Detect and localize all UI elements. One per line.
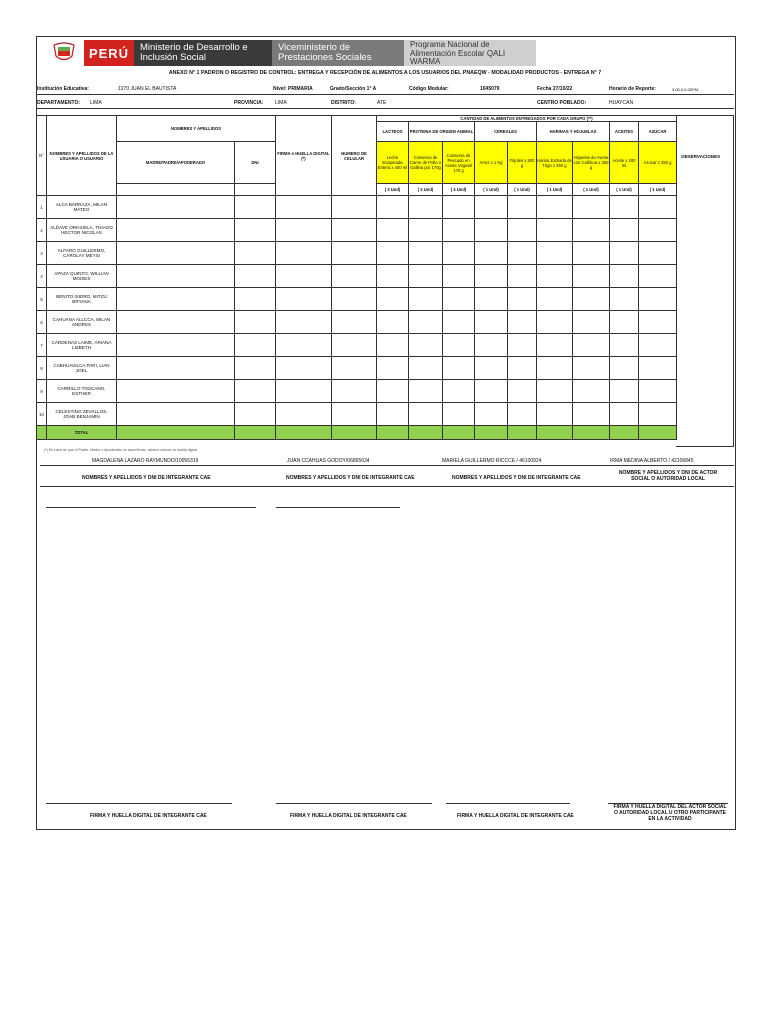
entry-cell[interactable] (573, 219, 610, 242)
entry-cell[interactable] (508, 403, 537, 426)
entry-cell[interactable] (443, 219, 475, 242)
grade-label: Grado/Sección 1° A (330, 86, 377, 92)
entry-cell[interactable] (610, 242, 639, 265)
row-number: 3 (37, 242, 47, 265)
entry-cell[interactable] (409, 380, 443, 403)
unit-cell: ( 1 Und) (508, 184, 537, 196)
entry-cell[interactable] (443, 196, 475, 219)
entry-cell[interactable] (332, 265, 377, 288)
product-cell: Harina Extruida de Trigo x 250 g (537, 142, 573, 184)
entry-cell[interactable] (508, 242, 537, 265)
entry-cell[interactable] (409, 357, 443, 380)
unit-cell: ( 4 Und) (443, 184, 475, 196)
entry-cell[interactable] (409, 403, 443, 426)
entry-cell[interactable] (332, 311, 377, 334)
peru-badge: PERÚ (84, 40, 134, 66)
entry-cell[interactable] (508, 334, 537, 357)
entry-cell[interactable] (443, 242, 475, 265)
row-number: 7 (37, 334, 47, 357)
entry-cell[interactable] (276, 265, 332, 288)
date-label: Fecha 27/10/22 (537, 86, 573, 92)
entry-cell[interactable] (235, 288, 276, 311)
schedule-value: 3.00 A 5.00PM (672, 87, 699, 92)
viceministry-name: Viceministerio de Prestaciones Sociales (272, 40, 404, 66)
total-label: TOTAL (47, 426, 117, 440)
entry-cell[interactable] (573, 357, 610, 380)
student-name: ALFARO GUILLERMO, CAROLAY MEYSI (47, 242, 117, 265)
entry-cell[interactable] (610, 357, 639, 380)
entry-cell[interactable] (443, 334, 475, 357)
entry-cell[interactable] (610, 311, 639, 334)
entry-cell[interactable] (443, 380, 475, 403)
entry-cell[interactable] (639, 334, 677, 357)
row-number: 2 (37, 219, 47, 242)
row-number: 4 (37, 265, 47, 288)
student-name: BENITO ISIDRO, MITZU BRYANA (47, 288, 117, 311)
entry-cell[interactable] (117, 357, 235, 380)
entry-cell[interactable] (639, 357, 677, 380)
entry-cell[interactable] (475, 380, 508, 403)
group-lacteos: LACTEOS (377, 122, 409, 142)
entry-cell[interactable] (332, 403, 377, 426)
schedule-label: Horario de Reporte: (609, 86, 656, 92)
entry-cell[interactable] (117, 219, 235, 242)
entry-cell[interactable] (332, 380, 377, 403)
entry-cell[interactable] (276, 357, 332, 380)
entry-cell[interactable] (508, 380, 537, 403)
entry-cell[interactable] (377, 196, 409, 219)
col-student-header: NOMBRES Y APELLIDOS DE LA USUARIA O USUARIO (47, 116, 117, 196)
entry-cell[interactable] (332, 242, 377, 265)
col-signature-header: FIRMA o HUELLA DIGITAL (*) (276, 116, 332, 196)
entry-cell[interactable] (235, 357, 276, 380)
entry-cell[interactable] (610, 219, 639, 242)
entry-cell[interactable] (235, 403, 276, 426)
unit-cell: ( 3 Und) (377, 184, 409, 196)
entry-cell[interactable] (235, 380, 276, 403)
signer-2-label: NOMBRES Y APELLIDOS Y DNI DE INTEGRANTE CAE (286, 475, 415, 481)
institution-label: Institución Educativa: (37, 86, 89, 92)
department-label: DEPARTAMENTO: (37, 100, 81, 106)
entry-cell[interactable] (610, 196, 639, 219)
entry-cell[interactable] (409, 311, 443, 334)
signer-4-label: NOMBRE Y APELLIDOS Y DNI DE ACTOR SOCIAL O AUTORIDAD LOCAL (618, 470, 718, 482)
table-row (37, 334, 677, 357)
unit-cell: ( 2 Und) (409, 184, 443, 196)
entry-cell[interactable] (573, 288, 610, 311)
entry-cell[interactable] (377, 265, 409, 288)
entry-cell[interactable] (475, 357, 508, 380)
product-cell: Leche Evaporada Entera x 400 ml (377, 142, 409, 184)
col-quantity-header: CANTIDAD DE ALIMENTOS ENTREGADOS POR CADA GRUPO (**) (377, 116, 677, 122)
table-row (37, 403, 677, 426)
signature-4-label: FIRMA Y HUELLA DIGITAL DEL ACTOR SOCIAL O AUTORIDAD LOCAL U OTRO PARTICIPANTE EN LA ACTIVIDAD (613, 804, 727, 822)
level-label: Nivel: PRIMARIA (273, 86, 313, 92)
table-row (37, 288, 677, 311)
signer-3-name: MARIELA GUILLERMO RICCCE / 46100924 (442, 458, 542, 464)
modular-label: Código Modular: (409, 86, 449, 92)
province-value: LIMA (275, 100, 287, 106)
entry-cell[interactable] (508, 219, 537, 242)
product-cell: Azucar x 250 g (639, 142, 677, 184)
entry-cell[interactable] (475, 334, 508, 357)
entry-cell[interactable] (409, 334, 443, 357)
col-names-header: NOMBRES Y APELLIDOS (117, 116, 276, 142)
entry-cell[interactable] (409, 288, 443, 311)
entry-cell[interactable] (377, 288, 409, 311)
table-row (37, 196, 677, 219)
entry-cell[interactable] (377, 357, 409, 380)
entry-cell[interactable] (639, 196, 677, 219)
entry-cell[interactable] (537, 196, 573, 219)
student-name: ALCA BARRAZA, MILAN MATEO (47, 196, 117, 219)
col-parent-header: MADRE/PADRE/APODERADO (117, 142, 235, 184)
entry-cell[interactable] (639, 380, 677, 403)
unit-cell: ( 1 Und) (475, 184, 508, 196)
entry-cell[interactable] (573, 380, 610, 403)
entry-cell[interactable] (639, 403, 677, 426)
observations-column (676, 115, 734, 447)
entry-cell[interactable] (475, 311, 508, 334)
entry-cell[interactable] (639, 219, 677, 242)
entry-cell[interactable] (276, 380, 332, 403)
entry-cell[interactable] (117, 288, 235, 311)
entry-cell[interactable] (639, 311, 677, 334)
entry-cell[interactable] (117, 380, 235, 403)
entry-cell[interactable] (117, 403, 235, 426)
entry-cell[interactable] (443, 357, 475, 380)
row-number: 8 (37, 357, 47, 380)
entry-cell[interactable] (276, 311, 332, 334)
entry-cell[interactable] (475, 288, 508, 311)
entry-cell[interactable] (235, 265, 276, 288)
entry-cell[interactable] (332, 334, 377, 357)
entry-cell[interactable] (508, 357, 537, 380)
entry-cell[interactable] (377, 380, 409, 403)
entry-cell[interactable] (117, 242, 235, 265)
entry-cell[interactable] (537, 242, 573, 265)
entry-cell[interactable] (409, 242, 443, 265)
student-name: CARRILLO TOSCANO, ESTHER (47, 380, 117, 403)
entry-cell[interactable] (537, 380, 573, 403)
entry-cell[interactable] (610, 334, 639, 357)
entry-cell[interactable] (443, 265, 475, 288)
signature-3-label: FIRMA Y HUELLA DIGITAL DE INTEGRANTE CAE (457, 813, 574, 819)
entry-cell[interactable] (508, 311, 537, 334)
peru-shield-icon (44, 40, 84, 66)
signer-1-label: NOMBRES Y APELLIDOS Y DNI DE INTEGRANTE CAE (82, 475, 211, 481)
col-dni-header: DNI (235, 142, 276, 184)
student-name: APAZA QUINTO, WILLIAN MOISES (47, 265, 117, 288)
signer-3-label: NOMBRES Y APELLIDOS Y DNI DE INTEGRANTE CAE (452, 475, 581, 481)
entry-cell[interactable] (639, 265, 677, 288)
entry-cell[interactable] (508, 196, 537, 219)
entry-cell[interactable] (377, 219, 409, 242)
table-row (37, 380, 677, 403)
entry-cell[interactable] (537, 311, 573, 334)
entry-cell[interactable] (475, 265, 508, 288)
entry-cell[interactable] (377, 403, 409, 426)
entry-cell[interactable] (639, 242, 677, 265)
entry-cell[interactable] (117, 196, 235, 219)
entry-cell[interactable] (235, 242, 276, 265)
program-name: Programa Nacional de Alimentación Escolar QALI WARMA (404, 40, 536, 66)
signature-2-label: FIRMA Y HUELLA DIGITAL DE INTEGRANTE CAE (290, 813, 407, 819)
entry-cell[interactable] (235, 334, 276, 357)
entry-cell[interactable] (508, 265, 537, 288)
entry-cell[interactable] (332, 196, 377, 219)
student-name: CARDENAS LAIME, ARIANA LIZBETH (47, 334, 117, 357)
header-logo (44, 40, 554, 66)
footnote: (*) En caso de que el Padre, Madre o Apoderado no sepa firmar, deberá colocar su huella digital. (44, 448, 199, 452)
entry-cell[interactable] (537, 357, 573, 380)
department-value: LIMA (90, 100, 102, 106)
entry-cell[interactable] (409, 219, 443, 242)
table-row (37, 242, 677, 265)
entry-cell[interactable] (409, 265, 443, 288)
student-name: CABHUAVILCA PARI, LIAN JOEL (47, 357, 117, 380)
student-name: CELESTINO ZEVALLOS, JOAB BENJAMIN (47, 403, 117, 426)
student-name: ALDAVE ORIHUELA, THIAGO HECTOR NICOLAS (47, 219, 117, 242)
entry-cell[interactable] (537, 219, 573, 242)
row-number: 9 (37, 380, 47, 403)
ministry-name: Ministerio de Desarrollo e Inclusión Social (134, 40, 272, 66)
unit-cell: ( 1 Und) (573, 184, 610, 196)
entry-cell[interactable] (610, 380, 639, 403)
entry-cell[interactable] (537, 288, 573, 311)
row-number: 1 (37, 196, 47, 219)
row-number: 6 (37, 311, 47, 334)
col-phone-header: NUMERO DE CELULAR (332, 116, 377, 196)
entry-cell[interactable] (332, 219, 377, 242)
entry-cell[interactable] (117, 265, 235, 288)
row-number: 10 (37, 403, 47, 426)
entry-cell[interactable] (235, 311, 276, 334)
col-n-header: N° (37, 116, 47, 196)
student-name: CAHUANA ALLCCA, MILAN ANDRES (47, 311, 117, 334)
group-aceites: ACEITES (610, 122, 639, 142)
entry-cell[interactable] (276, 403, 332, 426)
unit-cell: ( 1 Und) (537, 184, 573, 196)
entry-cell[interactable] (443, 288, 475, 311)
entry-cell[interactable] (235, 219, 276, 242)
signer-1-name: MAGDALENA LAZARO RAYMUNDO/10056319 (92, 458, 199, 464)
center-label: CENTRO POBLADO: (537, 100, 587, 106)
group-cereales: CEREALES (475, 122, 537, 142)
group-azucar: AZÚCAR (639, 122, 677, 142)
group-harinas: HARINAS Y HOJUELAS (537, 122, 610, 142)
entry-cell[interactable] (573, 196, 610, 219)
entry-cell[interactable] (332, 288, 377, 311)
entry-cell[interactable] (443, 403, 475, 426)
province-label: PROVINCIA: (234, 100, 264, 106)
document-title: ANEXO N° 1 PADRON O REGISTRO DE CONTROL: ENTREGA Y RECEPCIÓN DE ALIMENTOS A LOS USUARIOS DEL PNAEQW - MODALIDAD PRODUCTOS - ENTREGA N° 7 (168, 70, 602, 76)
entry-cell[interactable] (276, 288, 332, 311)
table-row (37, 219, 677, 242)
entry-cell[interactable] (573, 334, 610, 357)
entry-cell[interactable] (610, 265, 639, 288)
entry-cell[interactable] (377, 242, 409, 265)
row-number: 5 (37, 288, 47, 311)
modular-value: 1045079 (480, 86, 500, 92)
entry-cell[interactable] (443, 311, 475, 334)
entry-cell[interactable] (332, 357, 377, 380)
col-observations-header: OBSERVACIONES (681, 154, 721, 159)
table-row (37, 265, 677, 288)
center-value: HUAYCAN (609, 100, 634, 106)
product-cell: Conserva de Pescado en Aceite Vegetal 170 g (443, 142, 475, 184)
entry-cell[interactable] (276, 219, 332, 242)
signer-2-name: JUAN CCAHUAS GODOY/06865634 (287, 458, 370, 464)
entry-cell[interactable] (475, 403, 508, 426)
entry-cell[interactable] (573, 403, 610, 426)
entry-cell[interactable] (117, 311, 235, 334)
table-row (37, 311, 677, 334)
entry-cell[interactable] (537, 265, 573, 288)
unit-cell: ( 1 Und) (610, 184, 639, 196)
entry-cell[interactable] (475, 219, 508, 242)
entry-cell[interactable] (573, 242, 610, 265)
table-row (37, 357, 677, 380)
entry-cell[interactable] (610, 403, 639, 426)
entry-cell[interactable] (409, 196, 443, 219)
product-cell: Conserva de Carne de Pollo o Gallina por 170g (409, 142, 443, 184)
product-cell: Hojuelas de Avena con Cañihua x 250 g (573, 142, 610, 184)
district-value: ATE (377, 100, 387, 106)
entry-cell[interactable] (276, 196, 332, 219)
signature-1-label: FIRMA Y HUELLA DIGITAL DE INTEGRANTE CAE (90, 813, 207, 819)
entry-cell[interactable] (235, 196, 276, 219)
entry-cell[interactable] (639, 288, 677, 311)
district-label: DISTRITO: (331, 100, 356, 106)
product-cell: Arroz x 1 Kg (475, 142, 508, 184)
entry-cell[interactable] (377, 311, 409, 334)
entry-cell[interactable] (573, 265, 610, 288)
entry-cell[interactable] (508, 288, 537, 311)
group-proteina: PROTEINA DE ORIGEN ANIMAL (409, 122, 475, 142)
entry-cell[interactable] (377, 334, 409, 357)
signer-4-name: IRMA MEDINA ALBERTO / 42106845 (610, 458, 694, 464)
entry-cell[interactable] (537, 403, 573, 426)
delivery-table (36, 115, 677, 440)
entry-cell[interactable] (475, 242, 508, 265)
entry-cell[interactable] (573, 311, 610, 334)
product-cell: Aceite x 200 ml (610, 142, 639, 184)
entry-cell[interactable] (276, 334, 332, 357)
entry-cell[interactable] (537, 334, 573, 357)
entry-cell[interactable] (276, 242, 332, 265)
entry-cell[interactable] (117, 334, 235, 357)
unit-cell: ( 1 Und) (639, 184, 677, 196)
entry-cell[interactable] (475, 196, 508, 219)
institution-value: 1270 JUAN EL BAUTISTA (118, 86, 177, 92)
entry-cell[interactable] (610, 288, 639, 311)
product-cell: Frijoles x 500 g (508, 142, 537, 184)
